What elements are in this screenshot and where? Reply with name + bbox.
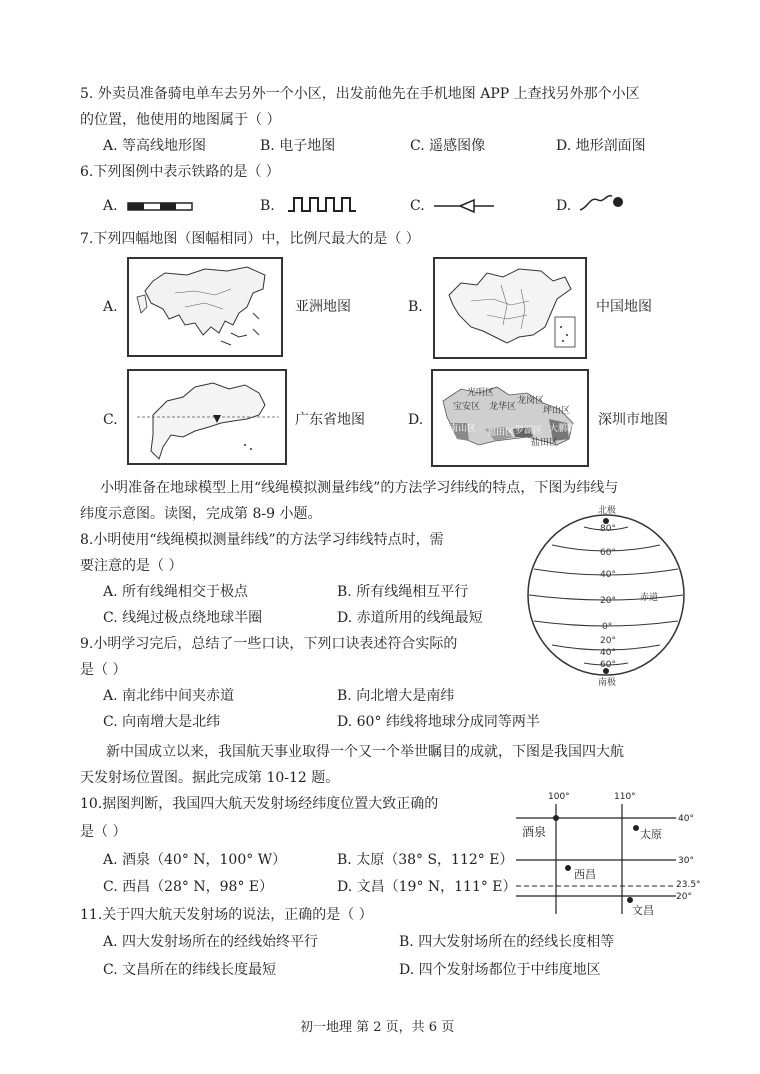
q9-option-d[interactable]: D. 60° 纬线将地球分成同等两半 — [337, 714, 540, 730]
lat-23-5-label: 23.5° — [676, 880, 701, 890]
q9-stem-line1: 9.小明学习完后，总结了一些口诀，下列口诀表述符合实际的 — [80, 636, 458, 652]
china-map-shape-icon — [441, 265, 579, 351]
jiuquan-label: 酒泉 — [522, 825, 547, 839]
q10-stem-line2: 是（ ） — [80, 824, 127, 840]
q10-option-d[interactable]: D. 文昌（19° N，111° E） — [337, 879, 517, 895]
latitude-globe-diagram — [512, 505, 702, 688]
q6-option-a[interactable]: A. — [103, 198, 118, 214]
q5-option-a[interactable]: A. 等高线地形图 — [103, 138, 207, 154]
sz-label-futian: 福田区 — [487, 428, 515, 438]
river-source-symbol-icon — [578, 188, 628, 214]
taiyuan-label: 太原 — [640, 828, 662, 841]
q8-stem-line2: 要注意的是（ ） — [80, 558, 183, 574]
q5-option-c[interactable]: C. 遥感图像 — [410, 138, 486, 154]
sz-label-nanshan: 南山区 — [449, 424, 477, 434]
q10-option-b[interactable]: B. 太原（38° S，112° E） — [337, 852, 514, 868]
equator-label: 赤道 — [640, 593, 659, 603]
shenzhen-map-shape-icon — [439, 379, 586, 459]
q10-option-c[interactable]: C. 西昌（28° N，98° E） — [103, 879, 274, 895]
q5-option-d[interactable]: D. 地形剖面图 — [556, 138, 646, 154]
intro-10-12-line1: 新中国成立以来，我国航天事业取得一个又一个举世瞩目的成就，下图是我国四大航 — [106, 744, 624, 760]
q11-option-d[interactable]: D. 四个发射场都位于中纬度地区 — [399, 962, 601, 978]
lat-label-20n: 20° — [600, 596, 616, 606]
xichang-label: 西昌 — [574, 868, 596, 881]
launch-site-grid-map — [512, 788, 712, 918]
lat-label-0: 0° — [602, 622, 613, 632]
lat-label-20s: 20° — [600, 636, 616, 646]
q6-stem: 6.下列图例中表示铁路的是（ ） — [80, 164, 280, 180]
q6-option-d[interactable]: D. — [556, 198, 572, 214]
sz-label-longgang: 龙岗区 — [517, 396, 545, 406]
asia-map-image — [127, 257, 283, 357]
q7-option-b[interactable]: B. — [408, 299, 423, 315]
lon-100-label: 100° — [548, 792, 570, 802]
lat-label-60n: 60° — [600, 548, 616, 558]
sz-label-luohu: 罗湖区 — [515, 426, 543, 436]
q11-stem: 11.关于四大航天发射场的说法，正确的是（ ） — [80, 907, 373, 923]
flow-direction-symbol-icon — [434, 199, 496, 213]
intro-8-9-line1: 小明准备在地球模型上用“线绳模拟测量纬线”的方法学习纬线的特点，下图为纬线与 — [100, 480, 619, 496]
q6-option-c[interactable]: C. — [410, 198, 425, 214]
sz-label-yantian: 盐田区 — [531, 438, 559, 448]
q5-stem-line2: 的位置，他使用的地图属于（ ） — [80, 112, 281, 128]
guangdong-map-shape-icon — [133, 375, 281, 459]
q7-guangdong-map-label: 广东省地图 — [295, 412, 365, 428]
asia-map-shape-icon — [135, 263, 275, 351]
wenchang-label: 文昌 — [632, 904, 654, 917]
q7-shenzhen-map-label: 深圳市地图 — [598, 412, 668, 428]
q9-option-a[interactable]: A. 南北纬中间夹赤道 — [103, 688, 235, 704]
lat-label-80n: 80° — [600, 524, 616, 534]
page-footer: 初一地理 第 2 页，共 6 页 — [300, 1020, 455, 1035]
q7-asia-map-label: 亚洲地图 — [295, 299, 351, 315]
railway-symbol-icon — [128, 201, 194, 213]
q9-stem-line2: 是（ ） — [80, 662, 127, 678]
south-pole-label: 南极 — [598, 678, 617, 688]
lon-110-label: 110° — [614, 792, 636, 802]
sz-label-dapeng: 大鹏新区 — [549, 424, 586, 434]
q5-option-b[interactable]: B. 电子地图 — [260, 138, 336, 154]
sz-label-longhua: 龙华区 — [489, 402, 517, 412]
north-pole-label: 北极 — [598, 506, 617, 516]
shenzhen-map-image — [431, 369, 589, 467]
lat-30-label: 30° — [678, 856, 694, 866]
q7-option-d[interactable]: D. — [408, 412, 424, 428]
lat-label-60s: 60° — [600, 660, 616, 670]
intro-10-12-line2: 天发射场位置图。据此完成第 10-12 题。 — [80, 770, 340, 786]
q10-option-a[interactable]: A. 酒泉（40° N，100° W） — [103, 852, 287, 868]
q8-option-a[interactable]: A. 所有线绳相交于极点 — [103, 584, 249, 600]
q9-option-b[interactable]: B. 向北增大是南纬 — [337, 688, 455, 704]
q9-option-c[interactable]: C. 向南增大是北纬 — [103, 714, 221, 730]
q7-stem: 7.下列四幅地图（图幅相同）中，比例尺最大的是（ ） — [80, 231, 420, 247]
q7-china-map-label: 中国地图 — [596, 299, 652, 315]
q11-option-b[interactable]: B. 四大发射场所在的经线长度相等 — [399, 934, 615, 950]
q5-stem-line1: 5. 外卖员准备骑电单车去另外一个小区，出发前他先在手机地图 APP 上查找另外那个小区 — [80, 86, 640, 102]
q8-stem-line1: 8.小明使用“线绳模拟测量纬线”的方法学习纬线特点时，需 — [80, 532, 444, 548]
q7-option-c[interactable]: C. — [103, 412, 118, 428]
q8-option-c[interactable]: C. 线绳过极点绕地球半圈 — [103, 610, 263, 626]
q8-option-d[interactable]: D. 赤道所用的线绳最短 — [337, 610, 483, 626]
lat-label-40s: 40° — [600, 648, 616, 658]
q8-option-b[interactable]: B. 所有线绳相互平行 — [337, 584, 469, 600]
wall-symbol-icon — [288, 196, 358, 214]
guangdong-map-image — [127, 369, 287, 465]
q11-option-c[interactable]: C. 文昌所在的纬线长度最短 — [103, 962, 277, 978]
sz-label-baoan: 宝安区 — [453, 402, 481, 412]
sz-label-guangming: 光明区 — [467, 388, 495, 398]
sz-label-pingshan: 坪山区 — [543, 406, 571, 416]
intro-8-9-line2: 纬度示意图。读图，完成第 8-9 小题。 — [80, 506, 322, 522]
lat-40-label: 40° — [678, 814, 694, 824]
q7-option-a[interactable]: A. — [103, 299, 118, 315]
q6-option-b[interactable]: B. — [260, 198, 275, 214]
lat-20-label: 20° — [676, 892, 692, 902]
lat-label-40n: 40° — [600, 570, 616, 580]
q11-option-a[interactable]: A. 四大发射场所在的经线始终平行 — [103, 934, 319, 950]
q10-stem-line1: 10.据图判断，我国四大航天发射场经纬度位置大致正确的 — [80, 796, 439, 812]
china-map-image — [433, 257, 587, 359]
